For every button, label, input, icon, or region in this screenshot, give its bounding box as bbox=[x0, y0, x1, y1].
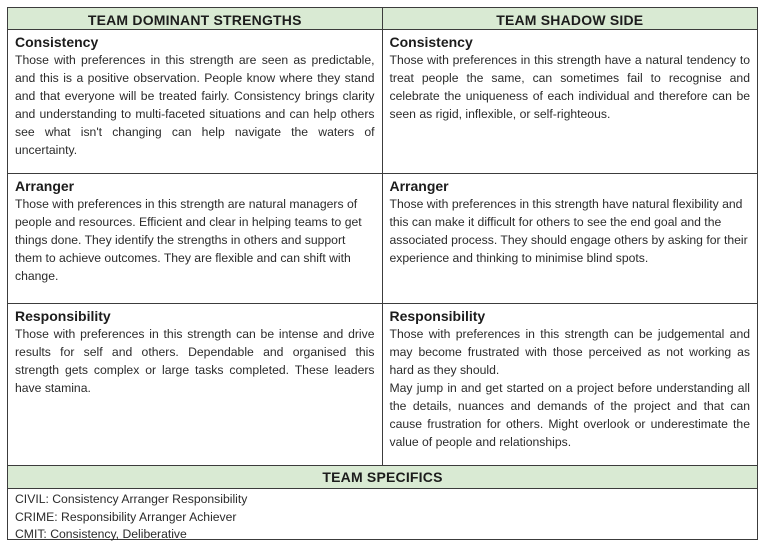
shadow-description: Those with preferences in this strength have a natural tendency to treat people the same, can sometimes fail to recognise and celebrate the uniqueness of each individual and therefore can be seen as rigid, inflexible, or self-righteous. bbox=[389, 53, 750, 121]
shadow-title: Consistency bbox=[389, 34, 473, 50]
table-row-responsibility bbox=[8, 304, 757, 466]
shadow-description: Those with preferences in this strength have natural flexibility and this can make it difficult for others to see the end goal and the associated process. They should engage others by asking for their experience and thinking to minimise blind spots. bbox=[389, 197, 748, 265]
shadow-title: Arranger bbox=[389, 178, 449, 194]
strength-description: Those with preferences in this strength are natural managers of people and resources. Efficient and clear in helping teams to get things done. They identify the strengths in others and support them to achieve outcomes. They are flexible and can shift with change. bbox=[15, 197, 362, 283]
shadow-cell bbox=[383, 174, 758, 303]
shadow-cell bbox=[383, 30, 758, 173]
table-header-row bbox=[8, 8, 757, 30]
shadow-description: Those with preferences in this strength can be judgemental and may become frustrated with those perceived as not working as hard as they should. bbox=[389, 327, 750, 377]
team-specifics-list bbox=[8, 489, 757, 544]
team-specifics-line: CMIT: Consistency, Deliberative bbox=[15, 527, 187, 541]
strengths-table bbox=[7, 7, 758, 540]
header-shadow-side: TEAM SHADOW SIDE bbox=[496, 12, 644, 28]
header-dominant-strengths: TEAM DOMINANT STRENGTHS bbox=[8, 8, 383, 29]
team-specifics-header: TEAM SPECIFICS bbox=[8, 466, 757, 489]
strength-title: Arranger bbox=[15, 178, 75, 194]
strength-title: Consistency bbox=[15, 34, 99, 50]
strength-cell bbox=[8, 304, 383, 465]
strength-cell bbox=[8, 174, 383, 303]
strength-description: Those with preferences in this strength are seen as predictable, and this is a positive observation. People know where they stand and that everyone will be treated fairly. Consistency brings clarity and understanding to multi-faceted situations and can help others see what isn't changing can help navigate the waters of uncertainty. bbox=[15, 53, 375, 157]
shadow-cell bbox=[383, 304, 758, 465]
shadow-description-continued: May jump in and get started on a project before understanding all the details, nuances and demands of the project and that can cause frustration for others. Might overlook or underestimate the value of people and relationships. bbox=[389, 381, 750, 449]
table-row-arranger bbox=[8, 174, 757, 304]
strength-cell bbox=[8, 30, 383, 173]
shadow-title: Responsibility bbox=[389, 308, 486, 324]
team-specifics-line: CRIME: Responsibility Arranger Achiever bbox=[15, 509, 237, 524]
table-row-consistency bbox=[8, 30, 757, 174]
strength-title: Responsibility bbox=[15, 308, 111, 324]
team-specifics-line: CIVIL: Consistency Arranger Responsibility bbox=[15, 492, 248, 506]
strength-description: Those with preferences in this strength can be intense and drive results for self and others. Dependable and organised this strength gets complex or large tasks completed. These leaders have stamina. bbox=[15, 327, 375, 395]
